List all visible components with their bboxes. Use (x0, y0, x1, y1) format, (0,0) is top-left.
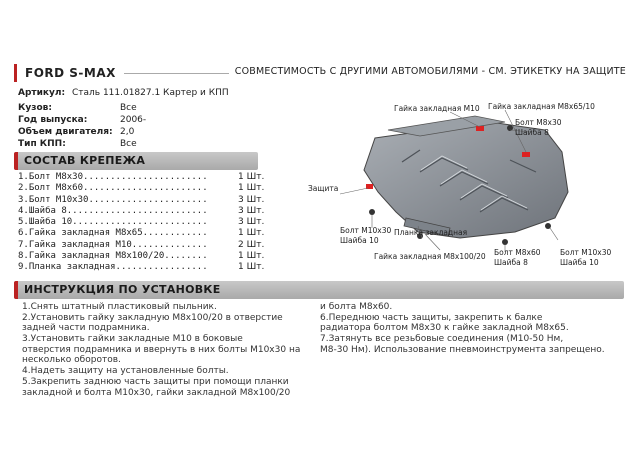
spec-row (18, 103, 137, 115)
list-item (18, 205, 265, 217)
article-line (18, 88, 229, 98)
instruction-line: задней части подрамника. (22, 323, 150, 334)
fastener-name: 6.Гайка закладная М8х65............ (18, 228, 208, 239)
instruction-line: 4.Надеть защиту на установленные болты. (22, 366, 229, 377)
fastener-name: 1.Болт М8х30....................... (18, 172, 208, 182)
spec-label: Тип КПП: (18, 139, 66, 149)
fastener-name: 4.Шайба 8.......................... (18, 205, 208, 216)
fastener-qty: 2 Шт. (238, 239, 265, 250)
list-item (18, 172, 265, 183)
callout-label: Шайба 8 (494, 258, 528, 267)
instruction-line: 7.Затянуть все резьбовые соединения (М10-50 Нм, (320, 334, 564, 345)
instruction-line: М8-30 Нм). Использование пневмоинструмента запрещено. (320, 344, 605, 355)
fasteners-title: СОСТАВ КРЕПЕЖА (24, 154, 146, 167)
fasteners-header (14, 152, 258, 170)
callout-label: Болт М8х30 (515, 118, 562, 127)
list-item (18, 239, 265, 251)
fastener-qty: 1 Шт. (238, 183, 265, 194)
specs-block (18, 103, 147, 151)
spec-row (18, 139, 137, 151)
header-bar (14, 62, 626, 84)
instruction-line: радиатора болтом М8х30 к гайке закладной М8х65. (320, 323, 569, 334)
fastener-name: 2.Болт М8х60....................... (18, 183, 208, 194)
spec-value: 2006- (120, 115, 147, 125)
callout-label: Гайка закладная М8х65/10 (488, 102, 595, 111)
callout-label: Шайба 8 (515, 128, 549, 137)
nut-marker (522, 152, 530, 157)
spec-value: Все (120, 139, 137, 149)
fastener-name: 3.Болт М10х30...................... (18, 194, 208, 205)
callout-label: Болт М10х30 (560, 248, 612, 257)
fastener-qty: 3 Шт. (238, 194, 265, 205)
spec-label: Объем двигателя: (18, 127, 113, 137)
list-item (18, 262, 265, 273)
instruction-line: 2.Установить гайку закладную М8х100/20 в отверстие (22, 312, 283, 323)
fastener-name: 8.Гайка закладная М8х100/20........ (18, 251, 208, 262)
instructions-header (14, 281, 624, 299)
instruction-line: закладной и болта М10х30, гайки закладной М8х100/20 (22, 387, 291, 398)
instruction-line: 5.Закрепить заднюю часть защиты при помощи планки (22, 376, 289, 387)
callout-label: Планка закладная (394, 228, 468, 237)
callout-label: Гайка закладная М8х100/20 (374, 252, 486, 261)
instructions-title: ИНСТРУКЦИЯ ПО УСТАНОВКЕ (24, 283, 221, 296)
skid-plate-shape (364, 122, 568, 238)
fasteners-list (18, 172, 265, 274)
spec-value: Все (120, 103, 137, 113)
callout-label: Защита (308, 184, 339, 193)
callout-label: Гайка закладная М10 (394, 104, 480, 113)
list-item (18, 183, 265, 194)
fastener-qty: 3 Шт. (238, 217, 265, 228)
instruction-line: несколько оборотов. (22, 355, 121, 366)
fastener-qty: 1 Шт. (238, 251, 265, 262)
instruction-line: 3.Установить гайки закладные М10 в боковые (22, 334, 243, 345)
fastener-qty: 1 Шт. (238, 172, 265, 182)
compatibility-note: СОВМЕСТИМОСТЬ С ДРУГИМИ АВТОМОБИЛЯМИ - СМ. ЭТИКЕТКУ НА ЗАЩИТЕ (229, 66, 626, 77)
fastener-name: 9.Планка закладная................. (18, 262, 208, 273)
list-item (18, 228, 265, 239)
callout-label: Болт М8х60 (494, 248, 541, 257)
instruction-line: 6.Переднюю часть защиты, закрепить к балке (320, 312, 543, 323)
spec-value: 2,0 (120, 127, 135, 137)
instructions-right (320, 302, 605, 355)
list-item (18, 251, 265, 262)
model-title: FORD S-MAX (14, 64, 124, 82)
instruction-line: отверстия подрамника и ввернуть в них болты М10х30 на (22, 344, 301, 355)
instructions-left (22, 302, 300, 398)
callout-label: Шайба 10 (340, 236, 379, 245)
fastener-qty: 1 Шт. (238, 262, 265, 273)
article-label: Артикул: (18, 88, 66, 98)
list-item (18, 217, 265, 228)
fastener-qty: 3 Шт. (238, 205, 265, 216)
callout-label: Шайба 10 (560, 258, 599, 267)
instruction-line: и болта М8х60. (320, 302, 393, 312)
fastener-qty: 1 Шт. (238, 228, 265, 239)
callout-label: Болт М10х30 (340, 226, 392, 235)
spec-label: Кузов: (18, 103, 52, 113)
fastener-name: 5.Шайба 10......................... (18, 217, 208, 228)
fastener-name: 7.Гайка закладная М10.............. (18, 239, 208, 250)
spec-row (18, 115, 147, 127)
instruction-line: 1.Снять штатный пластиковый пыльник. (22, 302, 217, 312)
list-item (18, 194, 265, 206)
article-value: Сталь 111.01827.1 Картер и КПП (71, 88, 229, 98)
spec-label: Год выпуска: (18, 115, 88, 125)
spec-row (18, 127, 135, 139)
